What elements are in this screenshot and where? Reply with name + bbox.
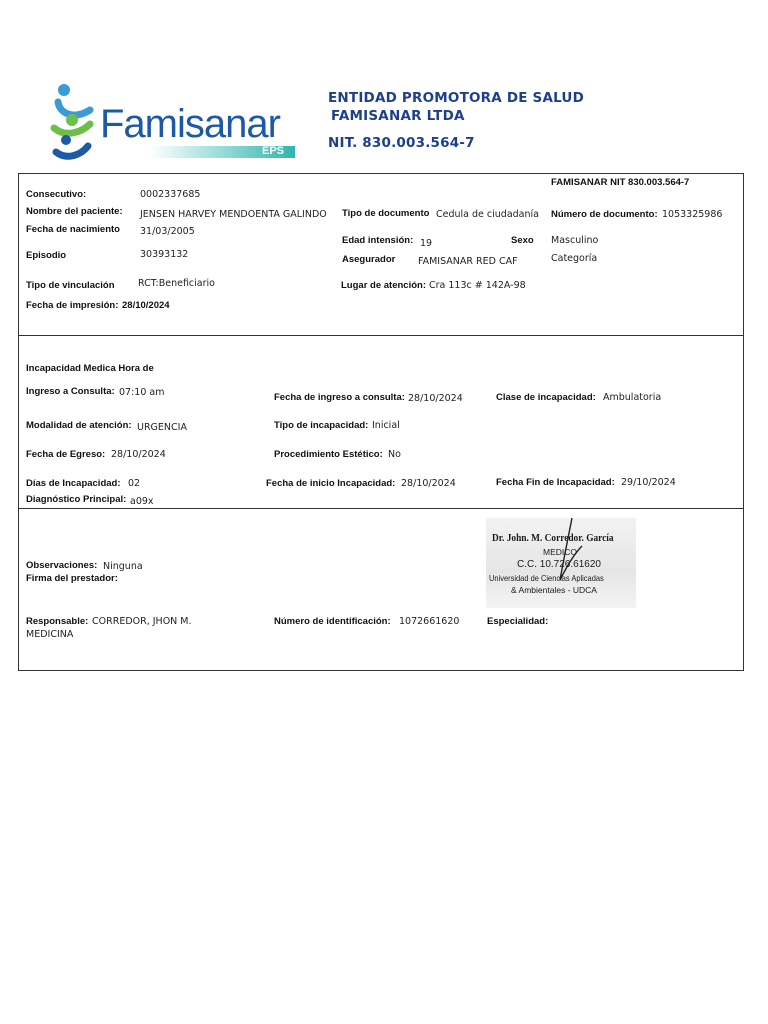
stamp-university: Universidad de Ciencias Aplicadas bbox=[489, 573, 604, 583]
logo-eps-badge: EPS bbox=[262, 145, 285, 157]
stamp-title: MEDICO bbox=[543, 547, 577, 557]
num-doc-value: 1053325986 bbox=[662, 209, 723, 220]
asegurador-label: Asegurador bbox=[342, 254, 396, 265]
consecutivo-value: 0002337685 bbox=[140, 189, 201, 200]
incapacidad-title: Incapacidad Medica Hora de bbox=[26, 363, 154, 374]
clase-label: Clase de incapacidad: bbox=[496, 392, 596, 403]
tipo-incapacidad-value: Inicial bbox=[372, 420, 400, 431]
tipo-incapacidad-label: Tipo de incapacidad: bbox=[274, 420, 369, 431]
fin-value: 29/10/2024 bbox=[621, 477, 676, 488]
sexo-value: Masculino bbox=[551, 235, 599, 246]
header-nit: NIT. 830.003.564-7 bbox=[328, 135, 475, 151]
fecha-ingreso-value: 28/10/2024 bbox=[408, 393, 463, 404]
vinculacion-value: RCT:Beneficiario bbox=[138, 278, 215, 289]
inicio-value: 28/10/2024 bbox=[401, 478, 456, 489]
asegurador-value: FAMISANAR RED CAF bbox=[418, 256, 518, 267]
dias-label: Días de Incapacidad: bbox=[26, 478, 121, 489]
logo-wordmark: Famisanar bbox=[100, 102, 280, 146]
famisanar-logo bbox=[50, 80, 300, 162]
stamp-name: Dr. John. M. Corredor. García bbox=[492, 532, 614, 544]
responsable-dept: MEDICINA bbox=[26, 629, 74, 640]
inicio-label: Fecha de inicio Incapacidad: bbox=[266, 478, 396, 489]
lugar-value: Cra 113c # 142A-98 bbox=[429, 280, 526, 291]
tipo-doc-value: Cedula de ciudadanía bbox=[436, 209, 539, 220]
impresion-label: Fecha de impresión: bbox=[26, 300, 119, 311]
especialidad-label: Especialidad: bbox=[487, 616, 549, 627]
num-doc-label: Número de documento: bbox=[551, 209, 658, 220]
modalidad-label: Modalidad de atención: bbox=[26, 420, 132, 431]
diagnostico-value: a09x bbox=[130, 496, 154, 507]
impresion-value: 28/10/2024 bbox=[122, 300, 170, 311]
sexo-label: Sexo bbox=[511, 235, 534, 246]
edad-label: Edad intensión: bbox=[342, 235, 414, 246]
signature-stamp bbox=[486, 518, 636, 608]
estetico-label: Procedimiento Estético: bbox=[274, 449, 383, 460]
tipo-doc-label: Tipo de documento bbox=[342, 208, 430, 219]
estetico-value: No bbox=[388, 449, 401, 460]
modalidad-value: URGENCIA bbox=[137, 422, 187, 433]
fin-label: Fecha Fin de Incapacidad: bbox=[496, 477, 615, 488]
observaciones-label: Observaciones: bbox=[26, 560, 98, 571]
episodio-label: Episodio bbox=[26, 250, 67, 261]
header-company: FAMISANAR LTDA bbox=[331, 108, 465, 124]
identificacion-value: 1072661620 bbox=[399, 616, 460, 627]
responsable-value: CORREDOR, JHON M. bbox=[92, 616, 192, 627]
stamp-udca: & Ambientales - UDCA bbox=[511, 585, 597, 595]
clase-value: Ambulatoria bbox=[603, 392, 662, 403]
observaciones-value: Ninguna bbox=[103, 561, 143, 572]
ingreso-label: Ingreso a Consulta: bbox=[26, 386, 115, 397]
firma-label: Firma del prestador: bbox=[26, 573, 118, 584]
egreso-label: Fecha de Egreso: bbox=[26, 449, 106, 460]
consecutivo-label: Consecutivo: bbox=[26, 189, 87, 200]
top-right-nit: FAMISANAR NIT 830.003.564-7 bbox=[551, 177, 690, 188]
responsable-label: Responsable: bbox=[26, 616, 89, 627]
edad-value: 19 bbox=[420, 238, 433, 249]
identificacion-label: Número de identificación: bbox=[274, 616, 391, 627]
nacimiento-value: 31/03/2005 bbox=[140, 226, 195, 237]
nombre-value: JENSEN HARVEY MENDOENTA GALINDO bbox=[140, 209, 327, 220]
fecha-ingreso-label: Fecha de ingreso a consulta: bbox=[274, 392, 405, 403]
nombre-label: Nombre del paciente: bbox=[26, 206, 123, 217]
diagnostico-label: Diagnóstico Principal: bbox=[26, 494, 127, 505]
nacimiento-label: Fecha de nacimiento bbox=[26, 224, 120, 235]
egreso-value: 28/10/2024 bbox=[111, 449, 166, 460]
ingreso-value: 07:10 am bbox=[119, 387, 165, 398]
vinculacion-label: Tipo de vinculación bbox=[26, 280, 115, 291]
dias-value: 02 bbox=[128, 478, 141, 489]
header-entity: ENTIDAD PROMOTORA DE SALUD bbox=[328, 90, 585, 106]
categoria-label: Categoría bbox=[551, 253, 598, 264]
stamp-cc: C.C. 10.726.61620 bbox=[517, 559, 601, 570]
lugar-label: Lugar de atención: bbox=[341, 280, 426, 291]
episodio-value: 30393132 bbox=[140, 249, 189, 260]
